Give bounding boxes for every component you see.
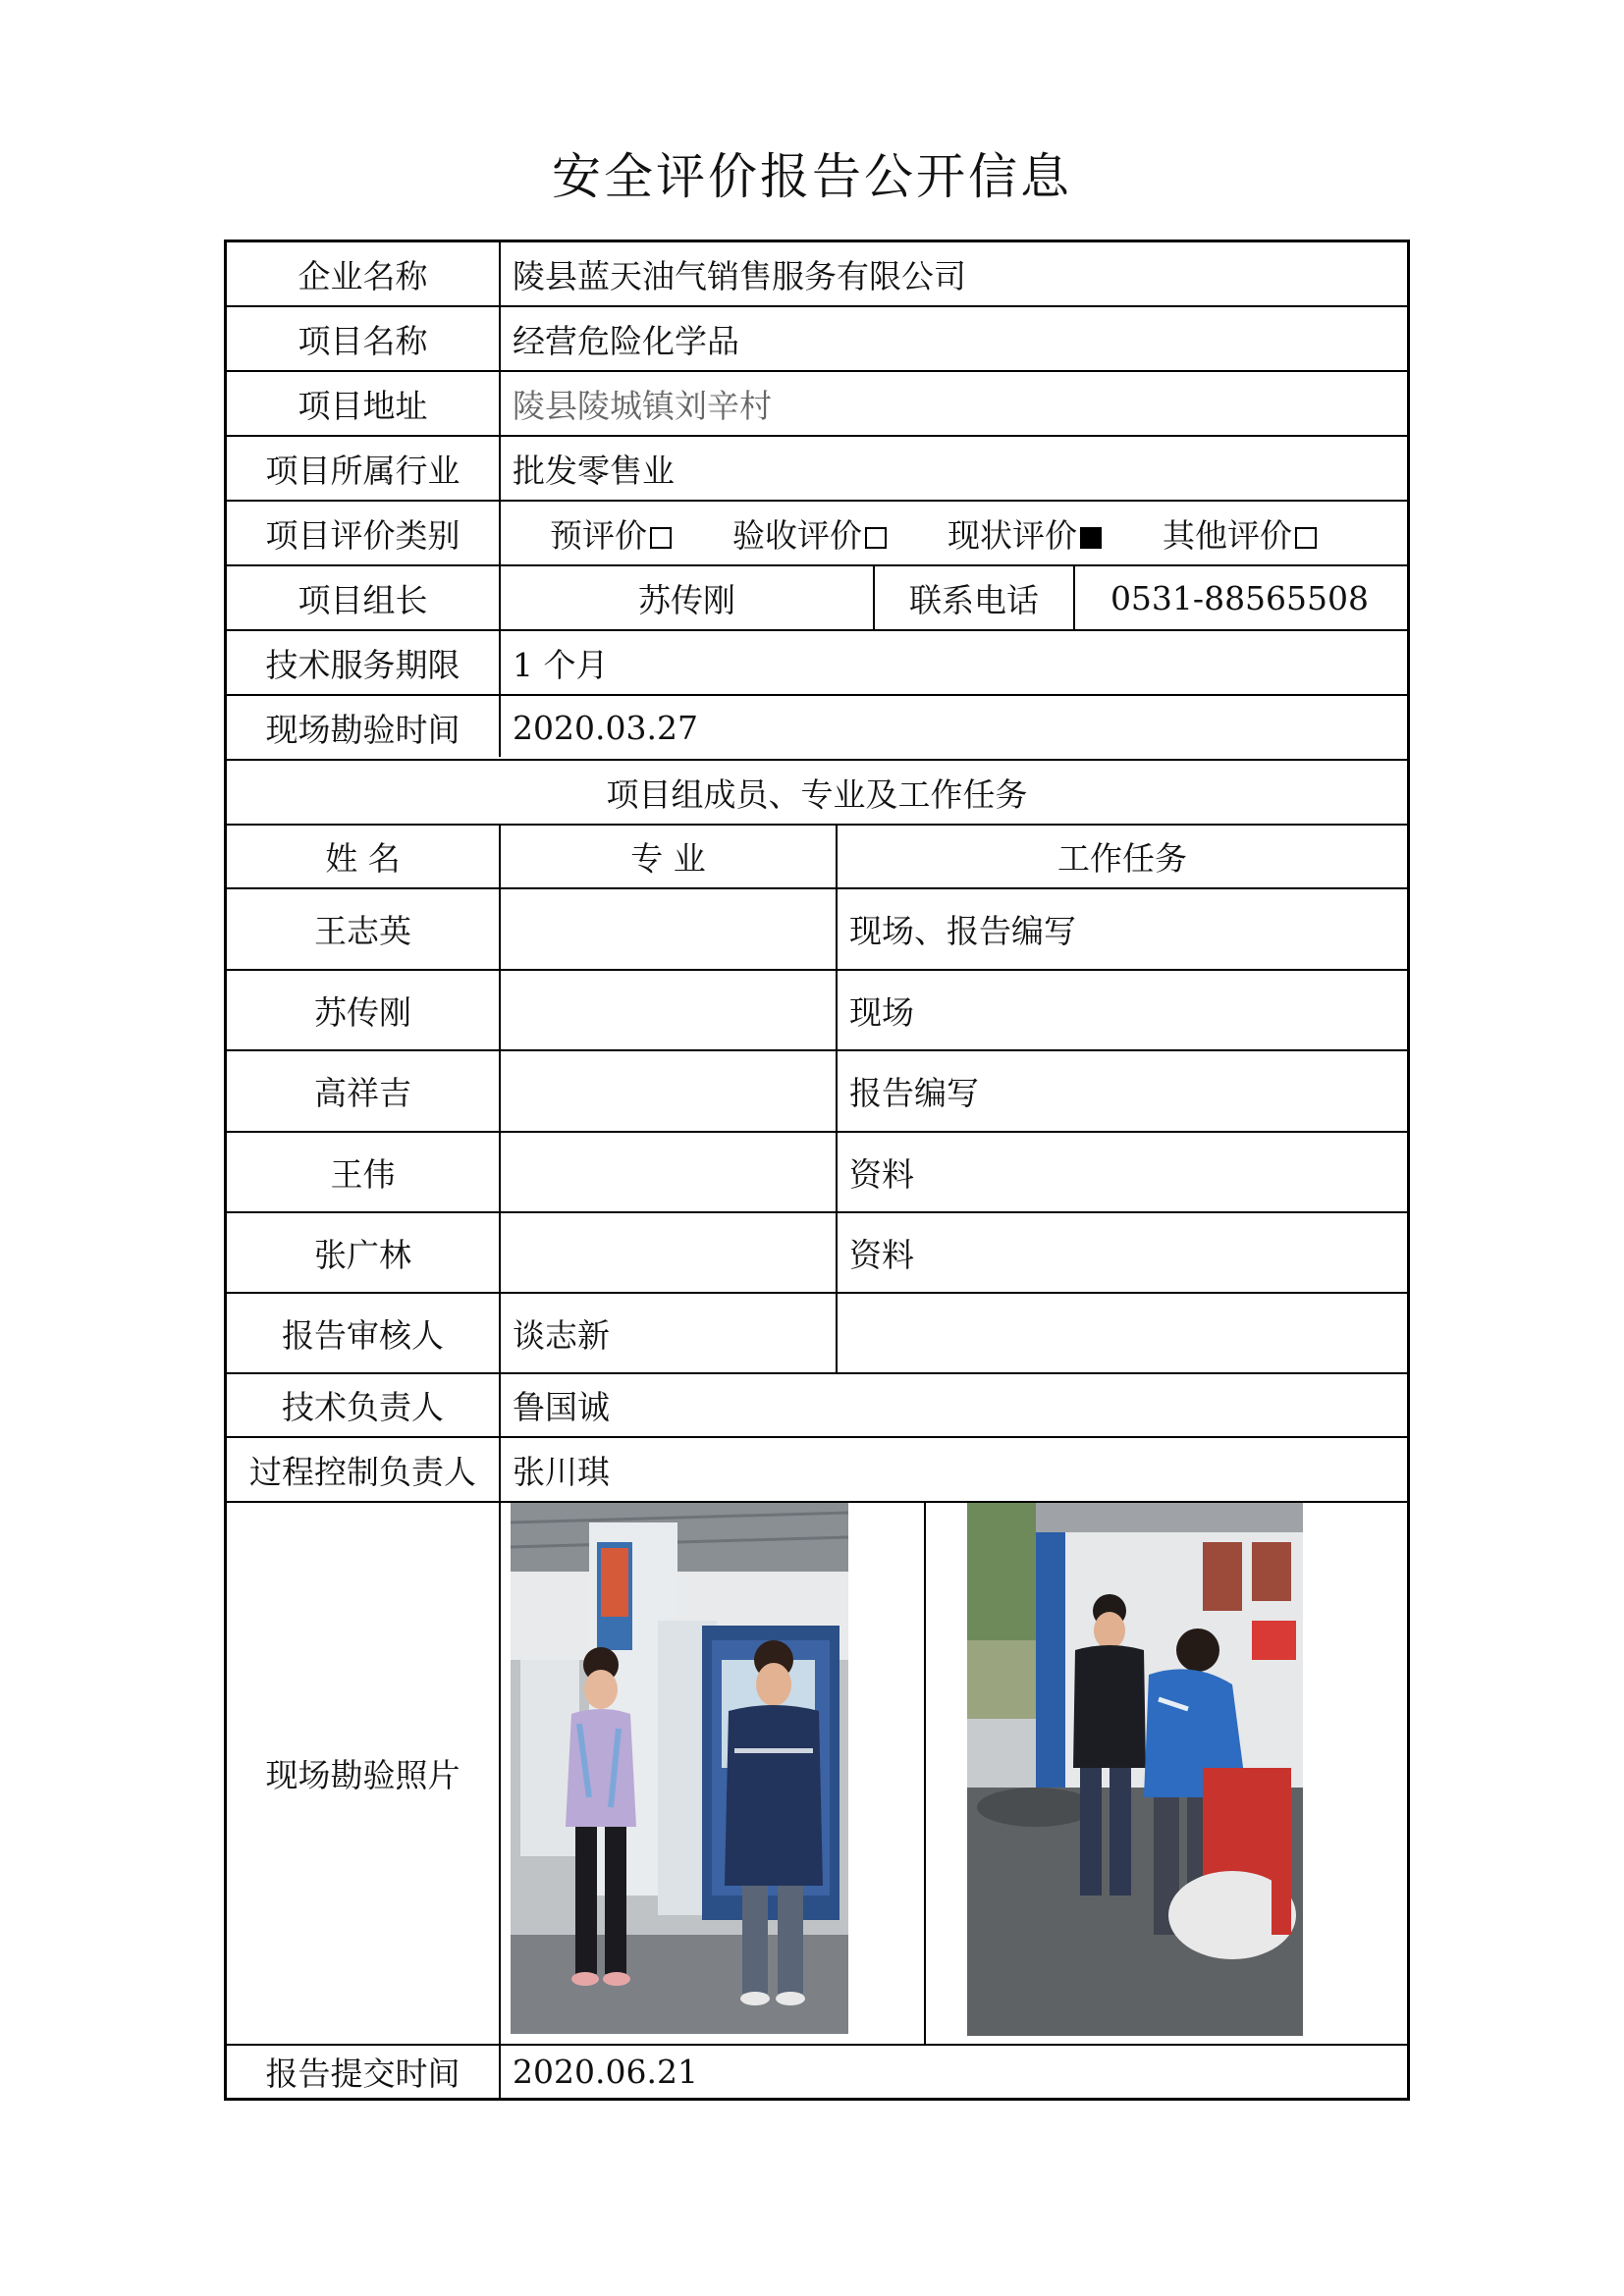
process-lead-label: 过程控制负责人: [249, 1452, 476, 1491]
col-divider: [924, 1501, 926, 2044]
industry-value: 批发零售业: [513, 451, 675, 490]
col-task-header: 工作任务: [1057, 839, 1187, 878]
company-value: 陵县蓝天油气销售服务有限公司: [513, 256, 966, 295]
member-task: 资料: [849, 1235, 914, 1274]
member-name: 高祥吉: [314, 1074, 411, 1112]
category-label: 项目评价类别: [265, 515, 460, 555]
site-photo-1-image: [511, 1503, 848, 2034]
member-major: [501, 1213, 836, 1292]
category-options: [550, 502, 1317, 564]
members-header: 项目组成员、专业及工作任务: [606, 774, 1028, 814]
category-option-other[interactable]: 其他评价: [1163, 510, 1317, 557]
period-label: 技术服务期限: [265, 645, 460, 684]
member-name: 王伟: [330, 1154, 396, 1194]
member-major: [501, 971, 836, 1049]
company-label: 企业名称: [298, 256, 428, 295]
page-title: 安全评价报告公开信息: [552, 148, 1072, 205]
member-task: 资料: [849, 1154, 914, 1194]
phone-label: 联系电话: [909, 580, 1039, 619]
tech-lead-value: 鲁国诚: [513, 1388, 610, 1426]
member-major: [501, 889, 836, 969]
category-option-current[interactable]: 现状评价: [947, 510, 1102, 557]
member-name: 苏传刚: [314, 992, 411, 1032]
phone-value: 0531-88565508: [1110, 578, 1370, 617]
category-option-acceptance[interactable]: 验收评价: [732, 510, 887, 557]
site-photo-1: [511, 1503, 848, 2034]
industry-label: 项目所属行业: [265, 451, 460, 490]
period-value: 1 个月: [513, 645, 609, 684]
member-task: 报告编写: [849, 1074, 979, 1112]
address-label: 项目地址: [298, 386, 428, 425]
col-major-header: 专 业: [630, 839, 706, 878]
checkbox-icon: [865, 527, 887, 549]
project-label: 项目名称: [298, 321, 428, 360]
address-value: 陵县陵城镇刘辛村: [513, 386, 772, 425]
category-option-pre[interactable]: 预评价: [550, 510, 672, 557]
checkbox-icon: [650, 527, 672, 549]
submit-value: 2020.06.21: [513, 2053, 698, 2091]
col-name-header: 姓 名: [325, 839, 401, 878]
process-lead-value: 张川琪: [513, 1452, 610, 1491]
member-task: 现场、报告编写: [849, 912, 1076, 950]
checkbox-icon: [1295, 527, 1317, 549]
photos-label: 现场勘验照片: [265, 1756, 460, 1794]
member-task: 现场: [849, 992, 914, 1032]
leader-label: 项目组长: [298, 580, 428, 619]
reviewer-label: 报告审核人: [282, 1315, 444, 1355]
submit-label: 报告提交时间: [265, 2055, 460, 2093]
member-name: 张广林: [314, 1235, 411, 1274]
member-major: [501, 1133, 836, 1211]
leader-value: 苏传刚: [638, 580, 735, 619]
project-value: 经营危险化学品: [513, 321, 739, 360]
checkbox-icon: [1080, 527, 1102, 549]
site-photo-2: [967, 1503, 1303, 2036]
survey-label: 现场勘验时间: [265, 710, 460, 749]
reviewer-value: 谈志新: [513, 1315, 610, 1355]
member-major: [501, 1051, 836, 1131]
member-name: 王志英: [314, 912, 411, 950]
tech-lead-label: 技术负责人: [282, 1388, 444, 1426]
site-photo-2-image: [967, 1503, 1303, 2036]
survey-value: 2020.03.27: [513, 708, 698, 747]
